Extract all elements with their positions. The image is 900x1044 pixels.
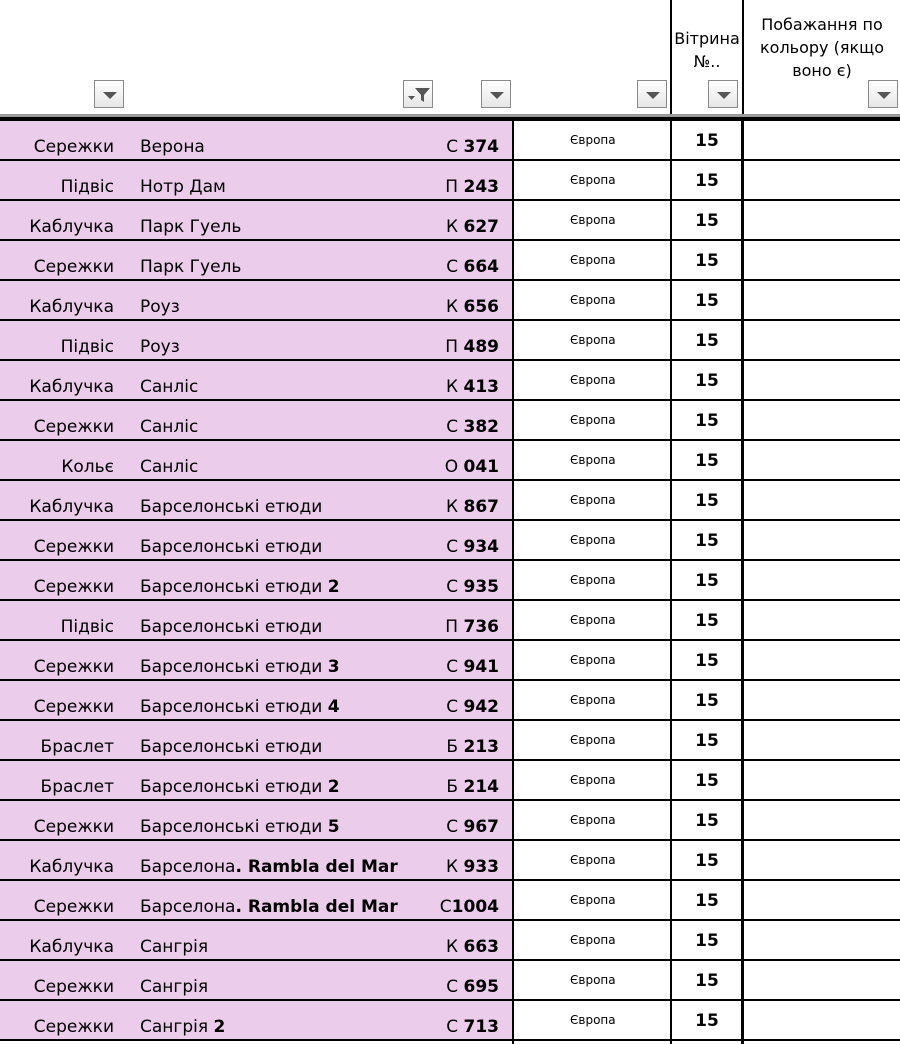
item-name: Верона (140, 137, 205, 157)
item-type: Каблучка (29, 937, 114, 957)
item-type: Сережки (33, 537, 114, 557)
item-region: Європа (570, 693, 616, 707)
table-row[interactable] (0, 201, 900, 241)
table-row[interactable] (0, 761, 900, 801)
item-region: Європа (570, 733, 616, 747)
item-code: Б 213 (446, 737, 499, 757)
item-region: Європа (570, 173, 616, 187)
table-row[interactable] (0, 881, 900, 921)
item-name: Парк Гуель (140, 257, 242, 277)
item-vitryna: 15 (695, 291, 719, 311)
item-code: С 942 (446, 697, 499, 717)
item-name: Санліс (140, 377, 199, 397)
table-row[interactable] (0, 641, 900, 681)
item-name: Барселонські етюди (140, 737, 323, 757)
item-type: Сережки (33, 697, 114, 717)
name-filter-button[interactable] (403, 80, 433, 108)
item-type: Підвіс (60, 337, 114, 357)
item-name: Сангрія 2 (140, 1017, 226, 1037)
item-name: Санліс (140, 417, 199, 437)
item-type: Браслет (40, 777, 114, 797)
item-code: С 695 (446, 977, 499, 997)
table-row[interactable] (0, 1001, 900, 1041)
item-vitryna: 15 (695, 651, 719, 671)
table-row[interactable] (0, 681, 900, 721)
table-row[interactable] (0, 361, 900, 401)
item-type: Каблучка (29, 857, 114, 877)
table-row[interactable] (0, 961, 900, 1001)
item-name: Барселонські етюди (140, 497, 323, 517)
type-filter-button[interactable] (94, 80, 124, 108)
item-code: О 041 (444, 457, 499, 477)
item-region: Європа (570, 853, 616, 867)
item-type: Сережки (33, 1017, 114, 1037)
item-vitryna: 15 (695, 211, 719, 231)
vitryna-header: Вітрина №.. (674, 29, 740, 71)
item-vitryna: 15 (695, 491, 719, 511)
item-vitryna: 15 (695, 1011, 719, 1031)
item-name: Барселонські етюди 3 (140, 657, 340, 677)
vitryna-filter-button[interactable] (708, 80, 738, 108)
table-row[interactable] (0, 401, 900, 441)
item-vitryna: 15 (695, 971, 719, 991)
item-region: Європа (570, 893, 616, 907)
table-row[interactable] (0, 321, 900, 361)
item-region: Європа (570, 973, 616, 987)
table-row[interactable] (0, 921, 900, 961)
item-type: Сережки (33, 417, 114, 437)
item-name: Барселонські етюди (140, 537, 323, 557)
item-vitryna: 15 (695, 731, 719, 751)
item-code: С 713 (446, 1017, 499, 1037)
item-type: Кольє (61, 457, 114, 477)
item-name: Роуз (140, 297, 180, 317)
item-region: Європа (570, 613, 616, 627)
item-type: Браслет (40, 737, 114, 757)
item-vitryna: 15 (695, 411, 719, 431)
item-vitryna: 15 (695, 691, 719, 711)
item-region: Європа (570, 933, 616, 947)
region-filter-button[interactable] (637, 80, 667, 108)
header-divider (670, 0, 672, 118)
table-row[interactable] (0, 241, 900, 281)
item-code: С 664 (446, 257, 499, 277)
item-code: К 656 (446, 297, 499, 317)
item-type: Сережки (33, 657, 114, 677)
column-divider (670, 121, 672, 1044)
item-code: К 867 (446, 497, 499, 517)
item-region: Європа (570, 773, 616, 787)
item-name: Сангрія (140, 977, 209, 997)
item-region: Європа (570, 413, 616, 427)
item-vitryna: 15 (695, 811, 719, 831)
color-wish-header: Побажання по кольору (якщо воно є) (760, 15, 884, 80)
item-vitryna: 15 (695, 851, 719, 871)
item-code: Б 214 (446, 777, 499, 797)
chevron-down-icon (638, 81, 668, 109)
item-name: Роуз (140, 337, 180, 357)
item-code: С 934 (446, 537, 499, 557)
color-wish-filter-button[interactable] (868, 80, 898, 108)
item-name: Барселона. Rambla del Mar (140, 857, 398, 877)
item-region: Європа (570, 493, 616, 507)
item-region: Європа (570, 373, 616, 387)
item-code: С 941 (446, 657, 499, 677)
item-region: Європа (570, 453, 616, 467)
item-region: Європа (570, 653, 616, 667)
chevron-down-icon (709, 81, 739, 109)
item-vitryna: 15 (695, 331, 719, 351)
item-name: Сангрія (140, 937, 209, 957)
column-divider (512, 121, 514, 1044)
table-row[interactable] (0, 841, 900, 881)
item-code: С 374 (446, 137, 499, 157)
filter-icon (404, 81, 434, 109)
item-region: Європа (570, 253, 616, 267)
item-name: Барселонські етюди 5 (140, 817, 340, 837)
item-name: Нотр Дам (140, 177, 226, 197)
item-vitryna: 15 (695, 571, 719, 591)
row-divider (0, 1039, 900, 1041)
item-vitryna: 15 (695, 171, 719, 191)
item-region: Європа (570, 813, 616, 827)
item-type: Сережки (33, 897, 114, 917)
item-type: Каблучка (29, 377, 114, 397)
item-name: Барселона. Rambla del Mar (140, 897, 398, 917)
item-code: П 489 (445, 337, 499, 357)
item-type: Каблучка (29, 297, 114, 317)
item-region: Європа (570, 333, 616, 347)
table-row[interactable] (0, 601, 900, 641)
item-code: К 933 (446, 857, 499, 877)
item-code: С 967 (446, 817, 499, 837)
item-vitryna: 15 (695, 451, 719, 471)
item-type: Сережки (33, 977, 114, 997)
table-row[interactable] (0, 281, 900, 321)
item-vitryna: 15 (695, 771, 719, 791)
item-code: П 736 (445, 617, 499, 637)
table-row[interactable] (0, 801, 900, 841)
column-divider (741, 121, 744, 1044)
table-row[interactable] (0, 561, 900, 601)
item-name: Санліс (140, 457, 199, 477)
table-row[interactable] (0, 721, 900, 761)
item-code: С 935 (446, 577, 499, 597)
header-divider (742, 0, 744, 118)
item-type: Сережки (33, 577, 114, 597)
chevron-down-icon (869, 81, 899, 109)
item-name: Парк Гуель (140, 217, 242, 237)
table-row[interactable] (0, 441, 900, 481)
item-region: Європа (570, 573, 616, 587)
item-region: Європа (570, 1013, 616, 1027)
item-code: К 663 (446, 937, 499, 957)
table-row[interactable] (0, 521, 900, 561)
item-type: Підвіс (60, 177, 114, 197)
code-filter-button[interactable] (481, 80, 511, 108)
item-code: П 243 (445, 177, 499, 197)
item-vitryna: 15 (695, 251, 719, 271)
item-type: Підвіс (60, 617, 114, 637)
item-type: Каблучка (29, 217, 114, 237)
item-code: С1004 (439, 897, 499, 917)
item-vitryna: 15 (695, 531, 719, 551)
table-row[interactable] (0, 481, 900, 521)
table-row[interactable] (0, 121, 900, 161)
item-code: К 413 (446, 377, 499, 397)
item-region: Європа (570, 533, 616, 547)
chevron-down-icon (482, 81, 512, 109)
item-name: Барселонські етюди 4 (140, 697, 340, 717)
item-type: Каблучка (29, 497, 114, 517)
item-type: Сережки (33, 137, 114, 157)
item-code: К 627 (446, 217, 499, 237)
item-name: Барселонські етюди 2 (140, 777, 340, 797)
item-type: Сережки (33, 257, 114, 277)
table-row[interactable] (0, 161, 900, 201)
item-vitryna: 15 (695, 891, 719, 911)
item-region: Європа (570, 213, 616, 227)
item-name: Барселонські етюди 2 (140, 577, 340, 597)
item-vitryna: 15 (695, 371, 719, 391)
item-vitryna: 15 (695, 131, 719, 151)
item-vitryna: 15 (695, 931, 719, 951)
item-code: С 382 (446, 417, 499, 437)
item-type: Сережки (33, 817, 114, 837)
item-name: Барселонські етюди (140, 617, 323, 637)
chevron-down-icon (95, 81, 125, 109)
item-region: Європа (570, 133, 616, 147)
item-region: Європа (570, 293, 616, 307)
table-header (0, 0, 900, 118)
item-vitryna: 15 (695, 611, 719, 631)
